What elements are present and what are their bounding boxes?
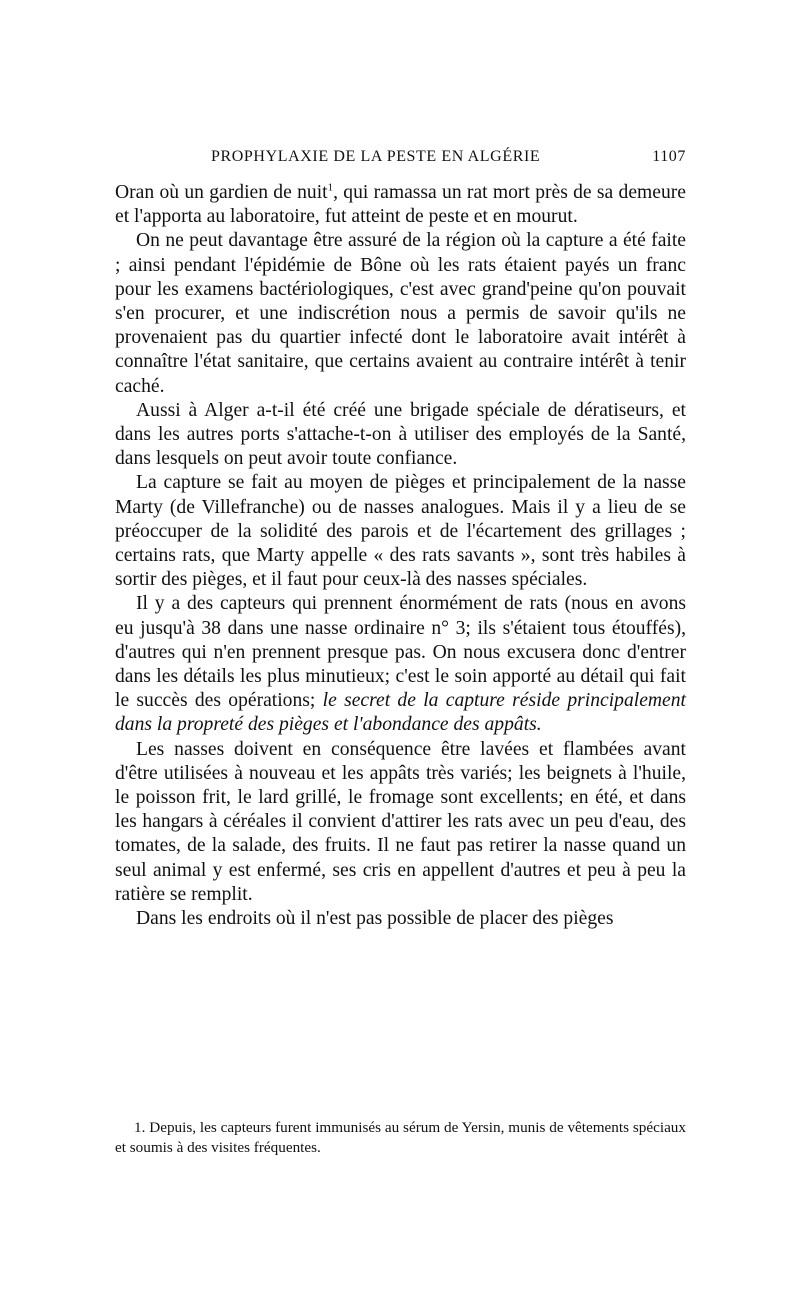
paragraph-1 [115,181,686,229]
paragraph-5 [115,592,686,737]
paragraph-1-text-end: , qui ramassa un rat mort près de sa demeure et l'apporta au laboratoire, fut atteint de peste et en mourut. [115,182,687,228]
paragraph-3: Aussi à Alger a-t-il été créé une brigade spéciale de dératiseurs, et dans les autres ports s'attache-t-on à utiliser des employés de la Santé, dans lesquels on peut avoir toute confiance. [115,399,686,470]
paragraph-1-text: Oran où un gardien de nuit [115,182,328,203]
paragraph-5-text: Il y a des capteurs qui prennent énormément de rats (nous en avons eu jusqu'à 38 dans une nasse ordinaire n° 3; ils s'étaient tous étouffés), d'autres qui n'en prennent presque pas. On nous excusera donc d'entrer dans les détails les plus minutieux; c'est le soin apporté au détail qui fait le succès des opérations; [115,593,686,712]
footnote: 1. Depuis, les capteurs furent immunisés au sérum de Yersin, munis de vêtements spéciaux et soumis à des visites fréquentes. [115,1119,686,1156]
paragraph-2: On ne peut davantage être assuré de la région où la capture a été faite ; ainsi pendant l'épidémie de Bône où les rats étaient payés un franc pour les examens bactériologiques, c'est avec grand'peine qu'on pouvait s'en procurer, et une indiscrétion nous a permis de savoir qu'ils ne provenaient pas du quartier infecté dont le laboratoire avait intérêt à connaître l'état sanitaire, que certains avaient au contraire intérêt à tenir caché. [115,230,686,397]
main-text [115,181,686,931]
paragraph-5-italic-text: le secret de la capture réside principalement dans la propreté des pièges et l'abondance des appâts. [115,690,686,736]
running-title: PROPHYLAXIE DE LA PESTE EN ALGÉRIE [211,148,541,165]
paragraph-6: Les nasses doivent en conséquence être lavées et flambées avant d'être utilisées à nouveau et les appâts très variés; les beignets à l'huile, le poisson frit, le lard grillé, le fromage sont excellents; en été, et dans les hangars à céréales il convient d'attirer les rats avec un peu d'eau, des tomates, de la salade, des fruits. Il ne faut pas retirer la nasse quand un seul animal y est enfermé, ses cris en appellent d'autres et peu à peu la ratière se remplit. [115,738,686,905]
paragraph-7: Dans les endroits où il n'est pas possible de placer des pièges [136,908,614,930]
footnote-marker[interactable]: 1 [327,181,334,194]
paragraph-4: La capture se fait au moyen de pièges et principalement de la nasse Marty (de Villefranche) ou de nasses analogues. Mais il y a lieu de se préoccuper de la solidité des parois et de l'écartement des grillages ; certains rats, que Marty appelle « des rats savants », sont très habiles à sortir des pièges, et il faut pour ceux-là des nasses spéciales. [115,472,686,591]
page-number: 1107 [652,148,686,165]
